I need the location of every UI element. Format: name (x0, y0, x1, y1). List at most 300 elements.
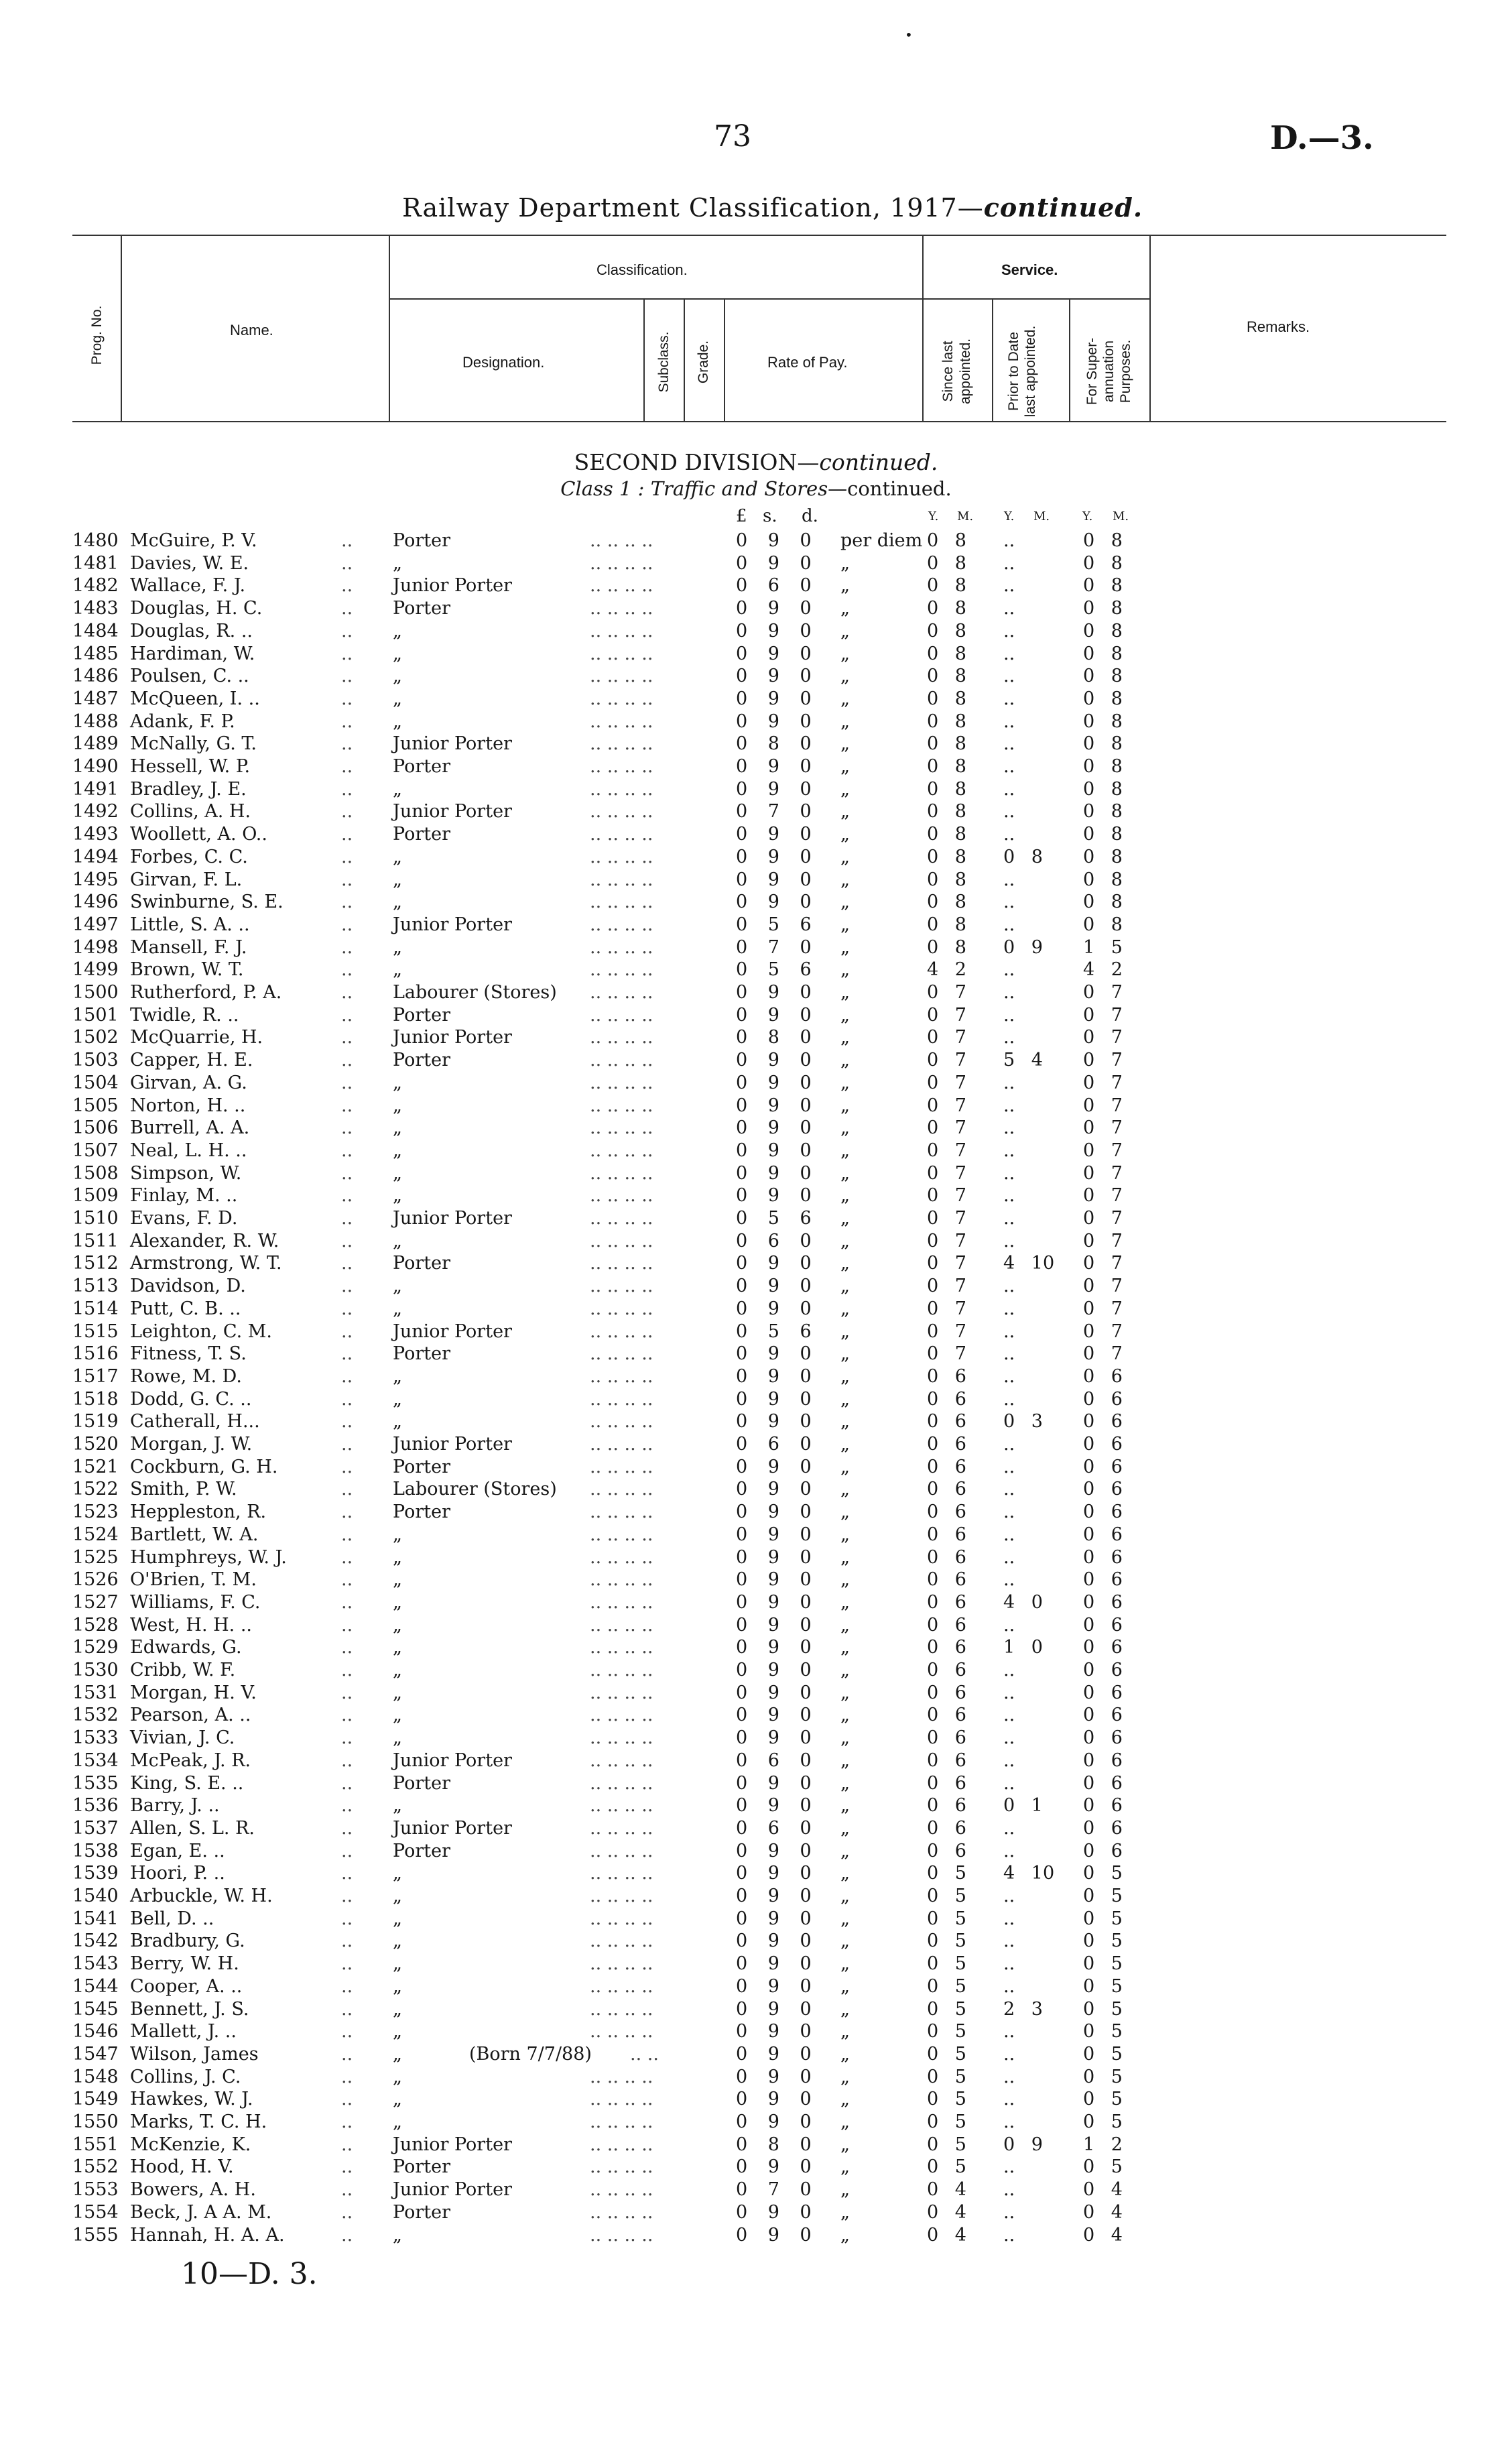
service-superannuation: 0 8 (1083, 846, 1123, 867)
col-divider (643, 298, 645, 421)
leader-dots: .. (341, 1591, 353, 1613)
rate-of-pay: 0 9 0 (736, 2021, 812, 2042)
service-superannuation: 0 6 (1083, 1795, 1123, 1817)
rate-of-pay: 0 9 0 (736, 846, 812, 867)
service-since-last: 0 8 (927, 666, 966, 687)
service-superannuation: 0 7 (1083, 982, 1123, 1003)
leader-dots: .. (341, 1276, 353, 1297)
designation: „ (393, 1998, 402, 2020)
leader-dots: .. (341, 914, 353, 935)
unit-pounds: £ (736, 506, 747, 526)
service-since-last: 0 7 (927, 1253, 966, 1274)
prog-number: 1481 (72, 552, 119, 574)
service-prior: .. (1003, 1727, 1015, 1749)
table-row (0, 1841, 1512, 1863)
service-prior: 4 0 (1003, 1591, 1043, 1613)
leader-dots: .. .. .. .. (590, 666, 653, 687)
service-prior: .. (1003, 1817, 1015, 1839)
designation: „ (393, 936, 402, 958)
pay-period: „ (840, 552, 850, 574)
leader-dots: .. (341, 552, 353, 574)
rate-of-pay: 0 7 0 (736, 2179, 812, 2201)
service-superannuation: 0 5 (1083, 2066, 1123, 2087)
rate-of-pay: 0 9 0 (736, 643, 812, 664)
service-superannuation: 0 7 (1083, 1276, 1123, 1297)
service-superannuation: 0 5 (1083, 2156, 1123, 2178)
leader-dots: .. (341, 1027, 353, 1048)
rate-of-pay: 0 9 0 (736, 1930, 812, 1952)
col-divider (389, 235, 390, 421)
leader-dots: .. (341, 1863, 353, 1884)
unit-years: Y. (1082, 509, 1093, 524)
pay-period: „ (840, 688, 850, 709)
prog-number: 1497 (72, 914, 119, 935)
service-superannuation: 0 5 (1083, 1930, 1123, 1952)
employee-name: Morgan, J. W. (130, 1434, 253, 1455)
leader-dots: .. (341, 1637, 353, 1658)
rate-of-pay: 0 9 0 (736, 1569, 812, 1591)
service-prior: .. (1003, 688, 1015, 709)
service-superannuation: 0 8 (1083, 552, 1123, 574)
service-prior: .. (1003, 620, 1015, 641)
designation: „ (393, 1660, 402, 1680)
service-superannuation: 4 2 (1083, 959, 1123, 981)
leader-dots: .. (341, 2021, 353, 2042)
table-row (0, 824, 1512, 846)
employee-name: Allen, S. L. R. (130, 1817, 255, 1839)
service-superannuation: 0 6 (1083, 1388, 1123, 1410)
service-superannuation: 1 2 (1083, 2134, 1123, 2155)
table-row (0, 1095, 1512, 1117)
table-row (0, 847, 1512, 869)
leader-dots: .. .. .. .. (590, 1637, 653, 1658)
pay-period: „ (840, 1095, 850, 1116)
table-row (0, 688, 1512, 711)
designation: „ (393, 2066, 402, 2087)
service-prior: .. (1003, 2089, 1015, 2110)
rate-of-pay: 0 9 0 (736, 2201, 812, 2223)
leader-dots: .. (341, 1343, 353, 1365)
pay-period: „ (840, 936, 850, 958)
service-superannuation: 0 6 (1083, 1546, 1123, 1568)
table-row (0, 982, 1512, 1004)
leader-dots: .. .. .. .. (590, 1930, 653, 1952)
leader-dots: .. .. .. .. (590, 1027, 653, 1048)
designation: „ (393, 846, 402, 867)
service-since-last: 0 6 (927, 1479, 966, 1500)
service-superannuation: 0 8 (1083, 575, 1123, 597)
service-prior: 0 8 (1003, 846, 1043, 867)
prog-number: 1522 (72, 1479, 119, 1500)
leader-dots: .. .. .. .. (590, 1524, 653, 1545)
service-prior: 2 3 (1003, 1998, 1043, 2020)
service-since-last: 0 6 (927, 1637, 966, 1658)
leader-dots: .. (341, 2134, 353, 2155)
service-prior: .. (1003, 1750, 1015, 1771)
rate-of-pay: 0 9 0 (736, 1253, 812, 1274)
service-since-last: 0 4 (927, 2224, 966, 2246)
service-since-last: 0 7 (927, 1095, 966, 1116)
rate-of-pay: 0 9 0 (736, 982, 812, 1003)
pay-period: „ (840, 1637, 850, 1658)
table-row (0, 801, 1512, 823)
employee-name: Armstrong, W. T. (130, 1253, 282, 1274)
designation: Porter (393, 598, 450, 619)
employee-name: Hessell, W. P. (130, 756, 251, 777)
service-since-last: 0 8 (927, 711, 966, 732)
service-since-last: 0 5 (927, 2156, 966, 2178)
service-superannuation: 0 8 (1083, 530, 1123, 551)
employee-name: Hood, H. V. (130, 2156, 234, 2178)
leader-dots: .. .. .. .. (590, 1886, 653, 1906)
employee-name: Neal, L. H. .. (130, 1140, 247, 1161)
service-prior: .. (1003, 530, 1015, 551)
table-row (0, 779, 1512, 801)
service-since-last: 0 8 (927, 530, 966, 551)
rate-of-pay: 0 9 0 (736, 2224, 812, 2246)
employee-name: Hannah, H. A. A. (130, 2224, 285, 2246)
table-row (0, 733, 1512, 755)
rate-of-pay: 0 9 0 (736, 1276, 812, 1297)
leader-dots: .. .. .. .. (590, 1998, 653, 2020)
service-superannuation: 0 7 (1083, 1321, 1123, 1342)
table-row (0, 914, 1512, 936)
designation: „ (393, 2089, 402, 2110)
prog-number: 1482 (72, 575, 119, 597)
leader-dots: .. (341, 1727, 353, 1749)
service-superannuation: 0 6 (1083, 1705, 1123, 1726)
service-since-last: 0 8 (927, 643, 966, 664)
designation: „ (393, 1162, 402, 1184)
rate-of-pay: 0 9 0 (736, 666, 812, 687)
rate-of-pay: 0 9 0 (736, 1660, 812, 1680)
service-prior: .. (1003, 2224, 1015, 2246)
leader-dots: .. .. .. .. (590, 1230, 653, 1251)
pay-period: „ (840, 1298, 850, 1319)
table-row (0, 1276, 1512, 1298)
leader-dots: .. .. .. .. (590, 1095, 653, 1116)
leader-dots: .. .. .. .. (590, 778, 653, 800)
service-since-last: 0 8 (927, 688, 966, 709)
designation: „ (393, 2111, 402, 2132)
table-row (0, 1886, 1512, 1908)
service-since-last: 0 7 (927, 1321, 966, 1342)
service-prior: .. (1003, 1682, 1015, 1703)
table-row (0, 621, 1512, 643)
table-row (0, 1682, 1512, 1705)
leader-dots: .. (341, 1162, 353, 1184)
rate-of-pay: 0 6 0 (736, 575, 812, 597)
page-number: 73 (714, 119, 751, 154)
unit-months: M. (957, 509, 974, 524)
prog-number: 1485 (72, 643, 119, 664)
designation: Junior Porter (393, 575, 512, 597)
employee-name: Hoori, P. .. (130, 1863, 225, 1884)
prog-number: 1523 (72, 1501, 119, 1523)
employee-name: McQueen, I. .. (130, 688, 260, 709)
employee-name: McPeak, J. R. (130, 1750, 251, 1771)
prog-number: 1526 (72, 1569, 119, 1591)
leader-dots: .. (341, 1930, 353, 1952)
service-superannuation: 0 6 (1083, 1501, 1123, 1523)
rate-of-pay: 0 9 0 (736, 1953, 812, 1975)
rate-of-pay: 0 9 0 (736, 1411, 812, 1432)
prog-number: 1491 (72, 778, 119, 800)
service-since-last: 0 8 (927, 914, 966, 935)
service-prior: .. (1003, 1908, 1015, 1929)
leader-dots: .. (341, 892, 353, 913)
prog-number: 1480 (72, 530, 119, 551)
leader-dots: .. .. .. .. (590, 1501, 653, 1523)
pay-period: „ (840, 1524, 850, 1545)
pay-period: „ (840, 1501, 850, 1523)
service-prior: 0 1 (1003, 1795, 1043, 1817)
table-row (0, 1479, 1512, 1501)
leader-dots: .. (341, 1998, 353, 2020)
pay-period: „ (840, 2043, 850, 2065)
section-heading-continued: continued. (819, 449, 938, 475)
designation: Labourer (Stores) (393, 982, 557, 1003)
service-superannuation: 0 8 (1083, 733, 1123, 755)
service-prior: 4 10 (1003, 1253, 1055, 1274)
table-row (0, 2044, 1512, 2066)
leader-dots: .. (341, 1298, 353, 1319)
pay-period: „ (840, 1886, 850, 1906)
page-title-continued: continued. (983, 192, 1143, 223)
pay-period: „ (840, 2066, 850, 2087)
leader-dots: .. (341, 1388, 353, 1410)
service-superannuation: 0 8 (1083, 914, 1123, 935)
service-since-last: 0 7 (927, 1276, 966, 1297)
designation: „ (393, 1298, 402, 1319)
pay-period: „ (840, 1117, 850, 1139)
leader-dots: .. .. .. .. (590, 1908, 653, 1929)
leader-dots: .. (341, 666, 353, 687)
employee-name: Morgan, H. V. (130, 1682, 257, 1703)
designation: Porter (393, 2201, 450, 2223)
leader-dots: .. .. .. .. (590, 1569, 653, 1591)
leader-dots: .. (341, 1434, 353, 1455)
prog-number: 1552 (72, 2156, 119, 2178)
leader-dots: .. .. .. .. (590, 1072, 653, 1093)
classification-subrule (389, 298, 1149, 300)
designation: „ (393, 1117, 402, 1139)
prog-number: 1555 (72, 2224, 119, 2246)
rate-of-pay: 0 9 0 (736, 552, 812, 574)
employee-name: Collins, J. C. (130, 2066, 241, 2087)
rate-of-pay: 0 9 0 (736, 1975, 812, 1997)
designation: Porter (393, 824, 450, 845)
designation: „ (393, 1411, 402, 1432)
service-prior: .. (1003, 2066, 1015, 2087)
service-superannuation: 0 8 (1083, 778, 1123, 800)
service-prior: .. (1003, 1072, 1015, 1093)
leader-dots: .. .. .. .. (590, 936, 653, 958)
table-row (0, 1501, 1512, 1524)
service-prior: .. (1003, 1569, 1015, 1591)
designation-note: (Born 7/7/88) (469, 2043, 592, 2065)
table-row (0, 937, 1512, 959)
leader-dots: .. (341, 711, 353, 732)
table-row (0, 2067, 1512, 2089)
leader-dots: .. .. .. .. (590, 824, 653, 845)
leader-dots: .. (341, 1208, 353, 1229)
leader-dots: .. .. .. .. (590, 1185, 653, 1207)
prog-number: 1496 (72, 892, 119, 913)
col-divider (724, 298, 725, 421)
pay-period: „ (840, 914, 850, 935)
prog-number: 1502 (72, 1027, 119, 1048)
service-since-last: 0 5 (927, 1930, 966, 1952)
table-row (0, 575, 1512, 597)
table-row (0, 1863, 1512, 1885)
leader-dots: .. .. .. .. (590, 1479, 653, 1500)
header-prior-to: Prior to Date last appointed. (1006, 325, 1038, 418)
employee-name: Smith, P. W. (130, 1479, 237, 1500)
prog-number: 1535 (72, 1772, 119, 1794)
leader-dots: .. .. .. .. (590, 1750, 653, 1771)
prog-number: 1505 (72, 1095, 119, 1116)
page-title (402, 192, 1143, 223)
table-row (0, 2202, 1512, 2224)
rate-of-pay: 0 9 0 (736, 1479, 812, 1500)
rate-of-pay: 0 9 0 (736, 1727, 812, 1749)
employee-name: Heppleston, R. (130, 1501, 267, 1523)
service-superannuation: 0 7 (1083, 1185, 1123, 1207)
service-superannuation: 0 6 (1083, 1365, 1123, 1387)
service-since-last: 0 7 (927, 1208, 966, 1229)
designation: Junior Porter (393, 801, 512, 822)
pay-period: „ (840, 2021, 850, 2042)
rate-of-pay: 0 9 0 (736, 2111, 812, 2132)
service-prior: .. (1003, 1027, 1015, 1048)
service-since-last: 0 6 (927, 1750, 966, 1771)
service-since-last: 0 5 (927, 1908, 966, 1929)
rate-of-pay: 0 9 0 (736, 1705, 812, 1726)
leader-dots: .. .. .. .. (590, 869, 653, 890)
service-since-last: 4 2 (927, 959, 966, 981)
service-prior: .. (1003, 959, 1015, 981)
pay-period: „ (840, 1750, 850, 1771)
pay-period: „ (840, 1772, 850, 1794)
prog-number: 1548 (72, 2066, 119, 2087)
service-prior: .. (1003, 1524, 1015, 1545)
prog-number: 1503 (72, 1050, 119, 1071)
table-row (0, 1457, 1512, 1479)
prog-number: 1536 (72, 1795, 119, 1817)
leader-dots: .. .. .. .. (590, 1162, 653, 1184)
leader-dots: .. (341, 824, 353, 845)
leader-dots: .. .. .. .. (590, 1456, 653, 1477)
employee-name: Burrell, A. A. (130, 1117, 250, 1139)
rate-of-pay: 0 9 0 (736, 2089, 812, 2110)
service-prior: .. (1003, 1840, 1015, 1861)
pay-period: „ (840, 1388, 850, 1410)
service-since-last: 0 5 (927, 2043, 966, 2065)
prog-number: 1540 (72, 1886, 119, 1906)
employee-name: Hardiman, W. (130, 643, 255, 664)
employee-name: Rutherford, P. A. (130, 982, 282, 1003)
designation: Porter (393, 1253, 450, 1274)
prog-number: 1508 (72, 1162, 119, 1184)
service-superannuation: 0 4 (1083, 2201, 1123, 2223)
prog-number: 1506 (72, 1117, 119, 1139)
rate-of-pay: 0 9 0 (736, 778, 812, 800)
service-superannuation: 0 5 (1083, 1863, 1123, 1884)
service-superannuation: 0 6 (1083, 1772, 1123, 1794)
pay-period: „ (840, 1276, 850, 1297)
prog-number: 1529 (72, 1637, 119, 1658)
employee-name: Hawkes, W. J. (130, 2089, 253, 2110)
rate-of-pay: 0 9 0 (736, 1863, 812, 1884)
employee-name: Douglas, H. C. (130, 598, 263, 619)
service-since-last: 0 7 (927, 1298, 966, 1319)
employee-name: Adank, F. P. (130, 711, 235, 732)
leader-dots: .. (341, 869, 353, 890)
service-since-last: 0 7 (927, 1343, 966, 1365)
class-prefix: Class 1 : (560, 477, 645, 500)
service-superannuation: 0 4 (1083, 2179, 1123, 2201)
leader-dots: .. (341, 1411, 353, 1432)
pay-period: „ (840, 1162, 850, 1184)
service-prior: .. (1003, 1162, 1015, 1184)
employee-name: Capper, H. E. (130, 1050, 253, 1071)
leader-dots: .. .. .. .. (590, 1975, 653, 1997)
table-row (0, 1524, 1512, 1546)
service-prior: .. (1003, 869, 1015, 890)
prog-number: 1534 (72, 1750, 119, 1771)
leader-dots: .. (341, 2156, 353, 2178)
pay-period: „ (840, 2179, 850, 2201)
service-since-last: 0 8 (927, 552, 966, 574)
employee-name: Swinburne, S. E. (130, 892, 284, 913)
service-superannuation: 0 5 (1083, 1975, 1123, 1997)
employee-name: Cribb, W. F. (130, 1660, 236, 1680)
rate-of-pay: 0 9 0 (736, 1501, 812, 1523)
designation: „ (393, 1930, 402, 1952)
service-superannuation: 0 7 (1083, 1253, 1123, 1274)
leader-dots: .. (341, 1253, 353, 1274)
service-superannuation: 0 7 (1083, 1208, 1123, 1229)
rate-of-pay: 0 9 0 (736, 1456, 812, 1477)
service-since-last: 0 6 (927, 1772, 966, 1794)
header-rate-of-pay: Rate of Pay. (767, 354, 848, 371)
service-superannuation: 0 6 (1083, 1682, 1123, 1703)
employee-name: Little, S. A. .. (130, 914, 250, 935)
leader-dots: .. (341, 1501, 353, 1523)
service-prior: .. (1003, 1546, 1015, 1568)
unit-months: M. (1033, 509, 1050, 524)
leader-dots: .. (341, 756, 353, 777)
service-since-last: 0 8 (927, 756, 966, 777)
designation: „ (393, 2043, 402, 2065)
service-prior: .. (1003, 1930, 1015, 1952)
header-name: Name. (230, 322, 273, 339)
section-heading (0, 449, 1512, 475)
service-since-last: 0 6 (927, 1501, 966, 1523)
service-since-last: 0 6 (927, 1434, 966, 1455)
table-row (0, 1660, 1512, 1682)
employee-name: Rowe, M. D. (130, 1365, 242, 1387)
employee-name: Alexander, R. W. (130, 1230, 279, 1251)
service-since-last: 0 6 (927, 1569, 966, 1591)
service-prior: .. (1003, 1208, 1015, 1229)
table-row (0, 1592, 1512, 1614)
pay-period: „ (840, 892, 850, 913)
header-service: Service. (1001, 261, 1058, 278)
table-row (0, 1050, 1512, 1072)
rate-of-pay: 0 9 0 (736, 1886, 812, 1906)
